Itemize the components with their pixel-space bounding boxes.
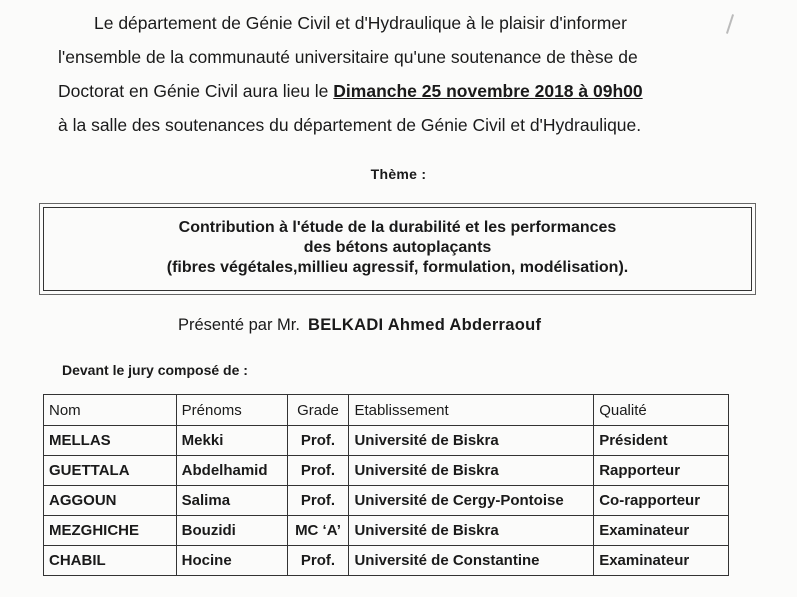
presenter-name: BELKADI Ahmed Abderraouf <box>307 316 542 334</box>
jury-label: Devant le jury composé de : <box>62 362 248 378</box>
cell-grade: Prof. <box>287 486 349 516</box>
theme-line-1: Contribution à l'étude de la durabilité et les performances <box>178 219 617 236</box>
header-etablissement: Etablissement <box>349 395 594 426</box>
table-row <box>44 486 729 516</box>
header-prenoms: Prénoms <box>176 395 287 426</box>
cell-prenom: Mekki <box>176 426 287 456</box>
table-row <box>44 456 729 486</box>
cell-qualite: Examinateur <box>594 516 729 546</box>
cell-grade: Prof. <box>287 456 349 486</box>
cell-nom: GUETTALA <box>44 456 177 486</box>
jury-table <box>43 394 729 576</box>
cell-qualite: Rapporteur <box>594 456 729 486</box>
cell-nom: AGGOUN <box>44 486 177 516</box>
cell-grade: MC ‘A’ <box>287 516 349 546</box>
cell-nom: MEZGHICHE <box>44 516 177 546</box>
cell-qualite: Co-rapporteur <box>594 486 729 516</box>
announcement-paragraph <box>58 6 758 142</box>
header-grade: Grade <box>287 395 349 426</box>
announcement-line-2: l'ensemble de la communauté universitaire qu'une soutenance de thèse de <box>58 47 638 67</box>
cell-nom: CHABIL <box>44 546 177 576</box>
cell-etablissement: Université de Biskra <box>349 426 594 456</box>
theme-label: Thème : <box>370 166 427 182</box>
theme-line-2: des bétons autoplaçants <box>303 239 492 256</box>
cell-etablissement: Université de Constantine <box>349 546 594 576</box>
announcement-line-4: à la salle des soutenances du département de Génie Civil et d'Hydraulique. <box>58 115 642 135</box>
theme-box <box>43 207 752 291</box>
cell-prenom: Salima <box>176 486 287 516</box>
announcement-line-3-text: Doctorat en Génie Civil aura lieu le <box>58 81 334 101</box>
theme-line-3: (fibres végétales,millieu agressif, formulation, modélisation). <box>166 259 629 276</box>
cell-prenom: Bouzidi <box>176 516 287 546</box>
cell-prenom: Abdelhamid <box>176 456 287 486</box>
defense-date: Dimanche 25 novembre 2018 à 09h00 <box>333 81 643 101</box>
cell-nom: MELLAS <box>44 426 177 456</box>
cell-etablissement: Université de Cergy-Pontoise <box>349 486 594 516</box>
cell-qualite: Examinateur <box>594 546 729 576</box>
cell-prenom: Hocine <box>176 546 287 576</box>
presenter-line <box>178 316 541 335</box>
header-qualite: Qualité <box>594 395 729 426</box>
cell-grade: Prof. <box>287 426 349 456</box>
announcement-line-3 <box>58 74 758 108</box>
announcement-line-1: Le département de Génie Civil et d'Hydraulique à le plaisir d'informer <box>94 13 627 33</box>
cell-grade: Prof. <box>287 546 349 576</box>
jury-header-row <box>44 395 729 426</box>
header-nom: Nom <box>44 395 177 426</box>
cell-etablissement: Université de Biskra <box>349 516 594 546</box>
table-row <box>44 426 729 456</box>
cell-etablissement: Université de Biskra <box>349 456 594 486</box>
cell-qualite: Président <box>594 426 729 456</box>
table-row <box>44 546 729 576</box>
presenter-prefix: Présenté par Mr. <box>178 316 300 334</box>
table-row <box>44 516 729 546</box>
